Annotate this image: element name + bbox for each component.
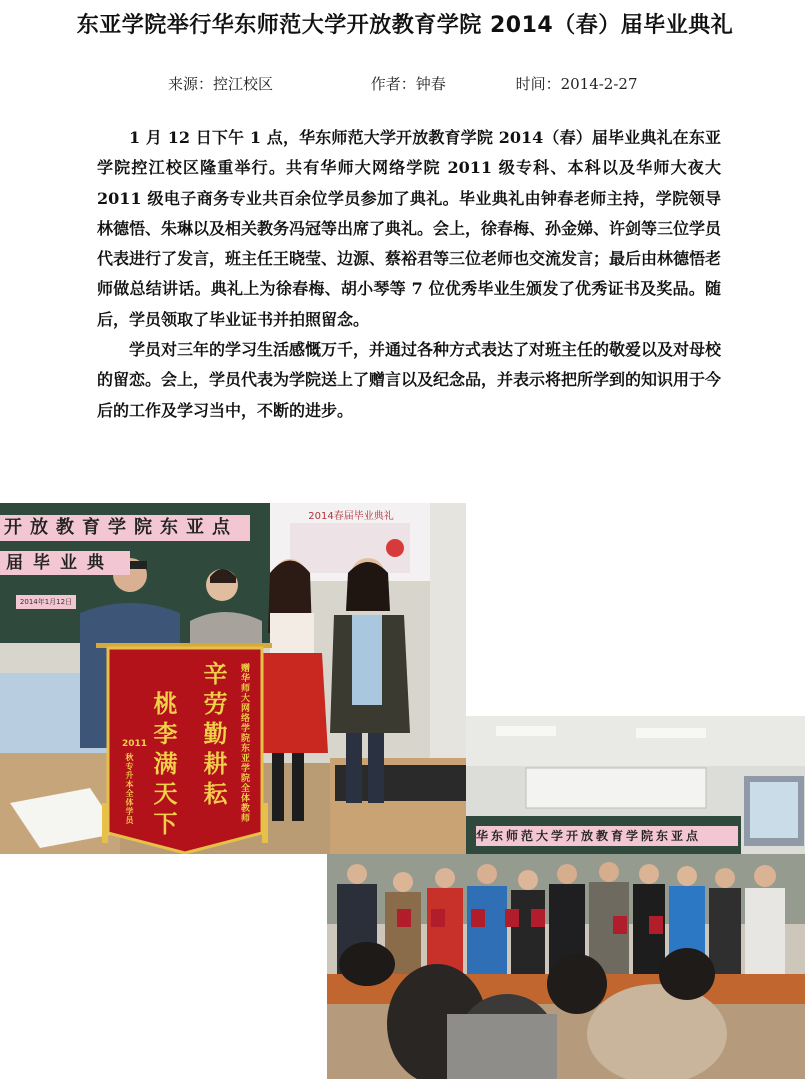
meta-time: 时间：2014-2-27 [515,75,638,93]
article-meta [168,73,638,94]
projection-screen-text: 2014春届毕业典礼 [308,511,394,522]
classroom-banner-row1: 华东师范大学开放教育学院东亚点 [476,826,738,846]
blackboard-banner-row1: 开放教育学院东亚点 [0,515,250,541]
meta-author: 作者：钟春 [370,75,446,93]
article-body [97,123,721,426]
banner-main-right: 辛劳勤耕耘 [199,661,227,811]
photo-graduates-group [327,854,805,1079]
page-title: 东亚学院举行华东师范大学开放教育学院 2014（春）届毕业典礼 [76,13,734,38]
photo-banner-presentation [0,503,466,854]
banner-year: 2011 [122,739,148,749]
banner-main-left: 桃李满天下 [149,691,177,841]
blackboard-banner-row2: 届毕业典 [0,551,130,575]
blackboard-date: 2014年1月12日 [16,595,76,609]
paragraph-1: 1 月 12 日下午 1 点，华东师范大学开放教育学院 2014（春）届毕业典礼在东亚学院控江校区隆重举行。共有华师大网络学院 2011 级专科、本科以及华师大夜大 2011 级电子商务专业共百余位学员参加了典礼。毕业典礼由钟春老师主持，学院领导林德悟、朱琳以及相关教务冯冠等出席了典礼。会上，徐春梅、孙金娣、许剑等三位学员代表进行了发言，班主任王晓莹、边源、蔡裕君等三位老师也交流发言；最后由林德悟老师做总结讲话。典礼上为徐春梅、胡小琴等 7 位优秀毕业生颁发了优秀证书及奖品。随后，学员领取了毕业证书并拍照留念。 [97,128,722,329]
banner-side-inscription: 赠华师大网络学院东亚学院全体教师 [239,663,249,823]
banner-class: 秋专升本全体学员 [125,753,134,825]
meta-source: 来源：控江校区 [168,75,274,93]
photo-group-scene [327,854,805,1079]
paragraph-2: 学员对三年的学习生活感慨万千，并通过各种方式表达了对班主任的敬爱以及对母校的留恋。会上，学员代表为学院送上了赠言以及纪念品，并表示将把所学到的知识用于今后的工作及学习当中，不断的进步。 [97,340,722,420]
